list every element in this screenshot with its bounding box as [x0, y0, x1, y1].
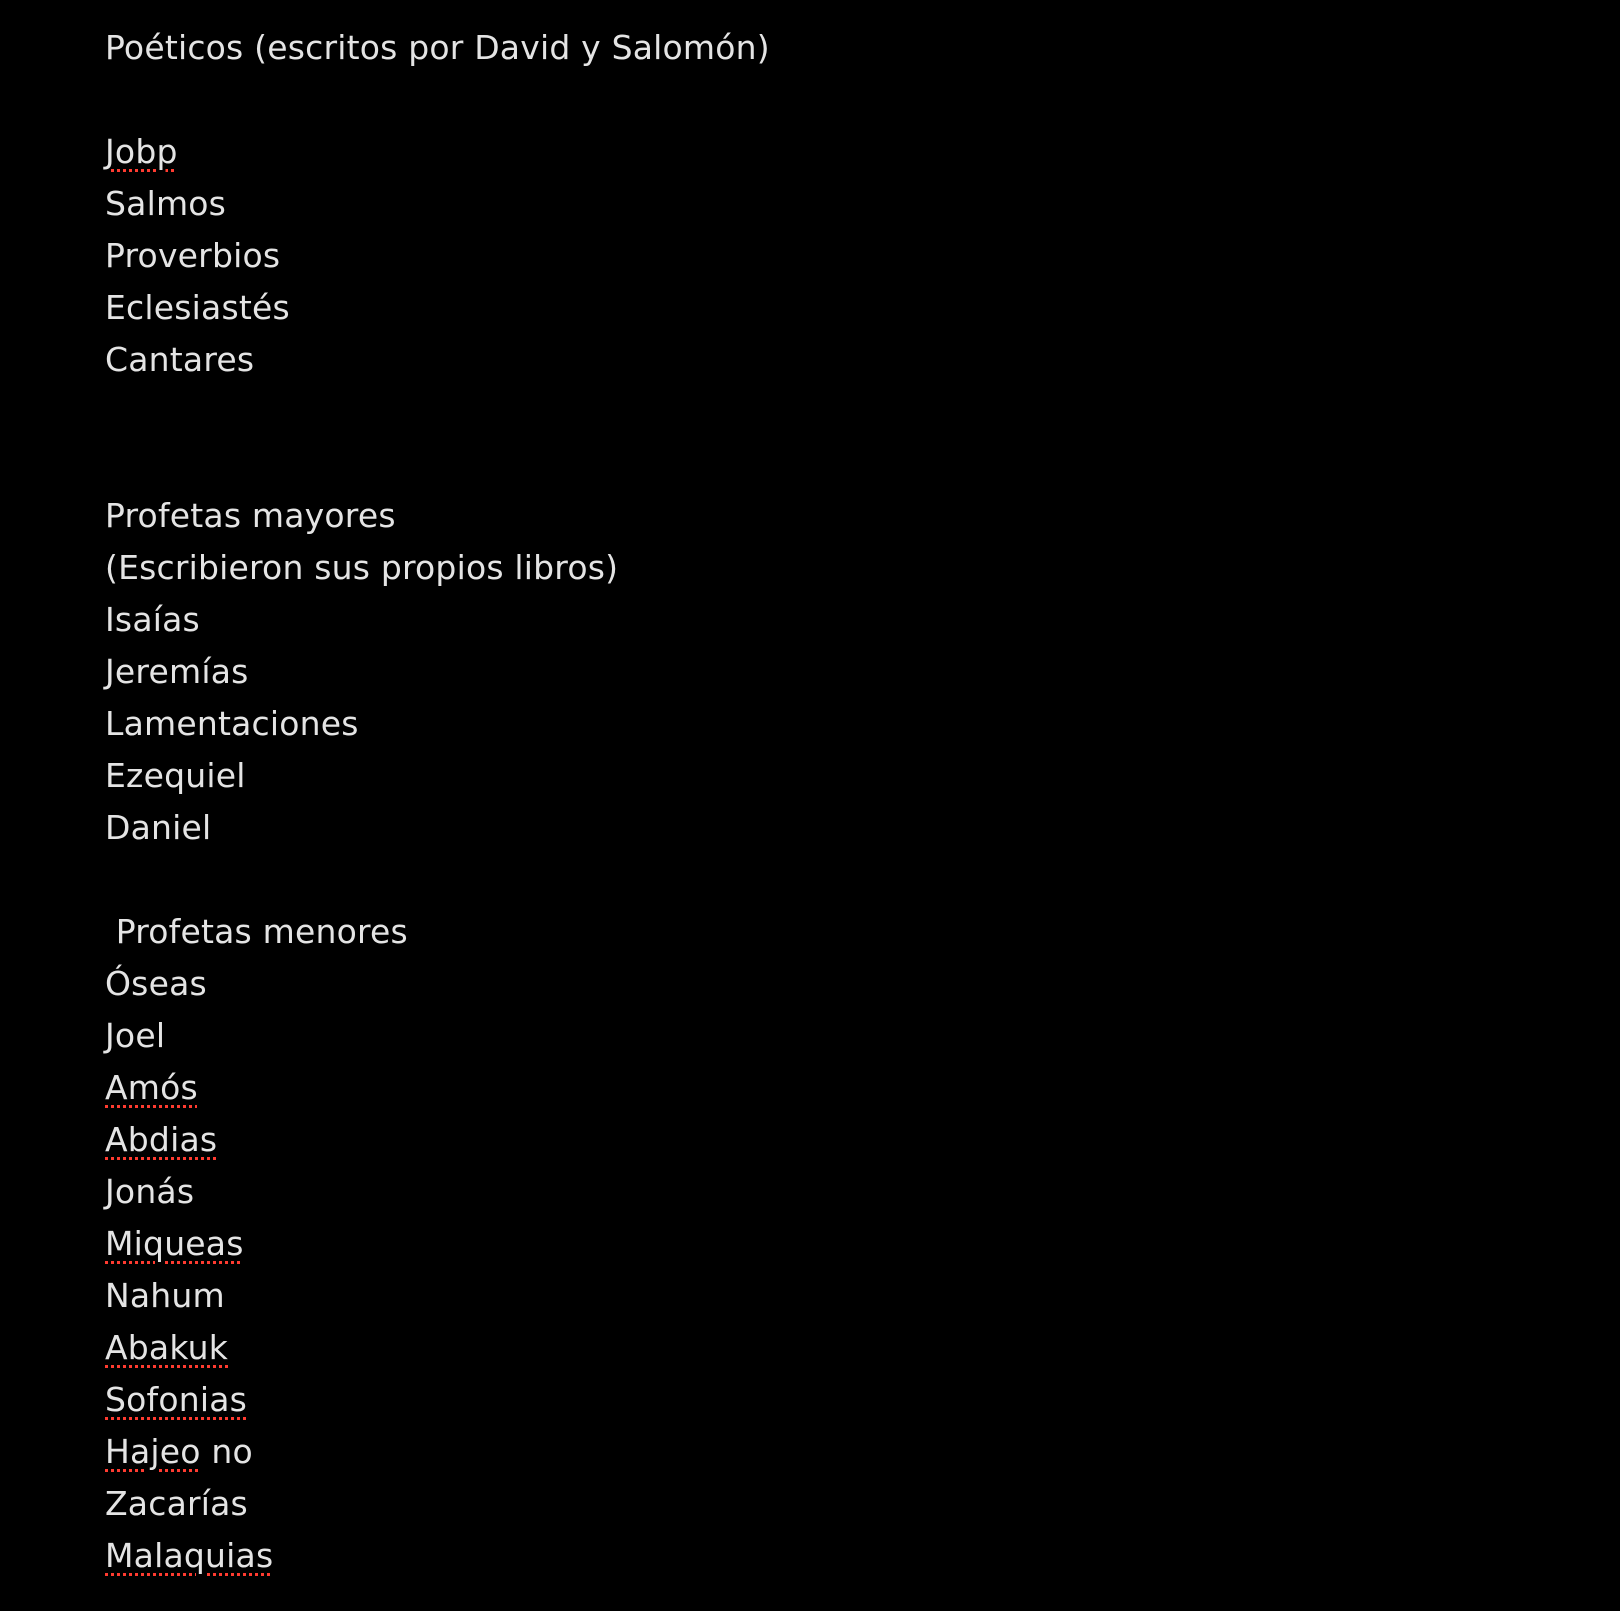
list-item: [105, 178, 1585, 230]
list-item: [105, 802, 1585, 854]
line-text: Proverbios: [105, 236, 281, 275]
line-text: Salmos: [105, 184, 227, 223]
misspelled-word[interactable]: Sofonias: [105, 1380, 248, 1419]
list-item: [105, 698, 1585, 750]
line-text-suffix: no: [200, 1432, 253, 1471]
blank-line: [105, 74, 1585, 126]
heading-poeticos: [105, 22, 1585, 74]
misspelled-word[interactable]: Malaquias: [105, 1536, 274, 1575]
note-body[interactable]: [105, 22, 1585, 1582]
list-item: [105, 334, 1585, 386]
line-text: Jonás: [105, 1172, 195, 1211]
list-item: [105, 1114, 1585, 1166]
list-item: [105, 1530, 1585, 1582]
misspelled-word[interactable]: Miqueas: [105, 1224, 244, 1263]
line-text: Zacarías: [105, 1484, 248, 1523]
line-text: Ezequiel: [105, 756, 246, 795]
list-item: [105, 1478, 1585, 1530]
misspelled-word[interactable]: Abdias: [105, 1120, 218, 1159]
misspelled-word[interactable]: Amós: [105, 1068, 198, 1107]
blank-line: [105, 438, 1585, 490]
misspelled-word[interactable]: Jobp: [105, 132, 178, 171]
misspelled-word[interactable]: Hajeo: [105, 1432, 201, 1471]
list-item: [105, 1166, 1585, 1218]
blank-line: [105, 386, 1585, 438]
list-item: [105, 1062, 1585, 1114]
list-item: [105, 1270, 1585, 1322]
list-item: [105, 750, 1585, 802]
line-text: Eclesiastés: [105, 288, 290, 327]
misspelled-word[interactable]: Abakuk: [105, 1328, 229, 1367]
line-text: Lamentaciones: [105, 704, 359, 743]
list-item: [105, 1218, 1585, 1270]
blank-line: [105, 854, 1585, 906]
list-item: [105, 1010, 1585, 1062]
line-text: Profetas menores: [105, 912, 408, 951]
list-item: [105, 1322, 1585, 1374]
list-item: [105, 646, 1585, 698]
line-text: Cantares: [105, 340, 255, 379]
list-item: [105, 282, 1585, 334]
line-text: Joel: [105, 1016, 166, 1055]
line-text: Óseas: [105, 964, 207, 1003]
heading-profetas-menores: [105, 906, 1585, 958]
list-item: [105, 1374, 1585, 1426]
list-item: [105, 230, 1585, 282]
line-text: Poéticos (escritos por David y Salomón): [105, 28, 770, 67]
line-text: Isaías: [105, 600, 200, 639]
list-item: [105, 126, 1585, 178]
line-text: (Escribieron sus propios libros): [105, 548, 619, 587]
line-text: Nahum: [105, 1276, 225, 1315]
line-text: Jeremías: [105, 652, 249, 691]
heading-profetas-mayores: [105, 490, 1585, 542]
line-text: Daniel: [105, 808, 212, 847]
list-item: [105, 594, 1585, 646]
line-text: Profetas mayores: [105, 496, 396, 535]
list-item: [105, 1426, 1585, 1478]
subheading-note: [105, 542, 1585, 594]
list-item: [105, 958, 1585, 1010]
